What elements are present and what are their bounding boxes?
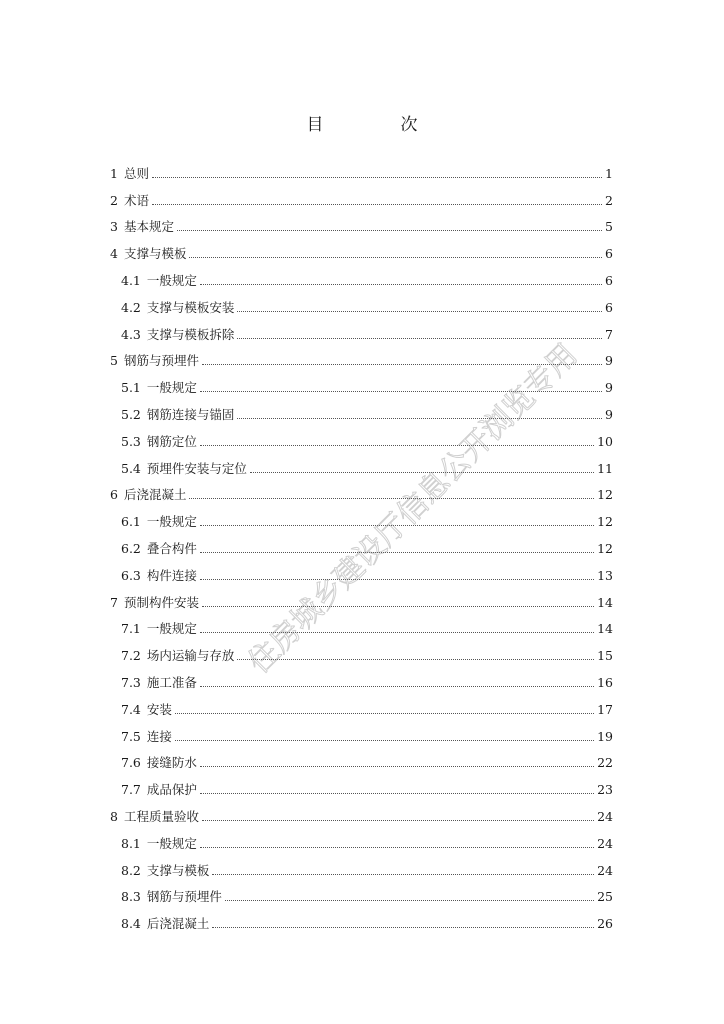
toc-entry-page: 9 — [605, 406, 613, 422]
toc-entry[interactable] — [110, 155, 613, 182]
toc-entry-page: 5 — [605, 219, 613, 235]
toc-entry-title: 基本规定 — [123, 219, 174, 235]
toc-entry-number: 8.4 — [121, 916, 141, 932]
toc-entry-number: 5.3 — [121, 433, 141, 449]
toc-leader-dots — [175, 712, 594, 714]
toc-entry-number: 7.1 — [121, 621, 141, 637]
toc-leader-dots — [200, 846, 594, 848]
toc-leader-dots — [177, 229, 602, 231]
toc-entry[interactable] — [110, 343, 613, 370]
toc-entry-page: 25 — [597, 889, 613, 905]
toc-entry-page: 6 — [605, 246, 613, 262]
toc-leader-dots — [237, 417, 602, 419]
toc-entry[interactable] — [110, 503, 613, 530]
toc-entry-page: 24 — [597, 835, 613, 851]
toc-leader-dots — [200, 631, 594, 633]
toc-entry-title: 预埋件安装与定位 — [146, 460, 247, 476]
toc-entry-number: 8.3 — [121, 889, 141, 905]
toc-entry-number: 4.1 — [121, 272, 141, 288]
toc-entry-number: 8 — [110, 808, 118, 824]
toc-entry-title: 支撑与模板 — [146, 862, 210, 878]
toc-entry[interactable] — [110, 718, 613, 745]
toc-entry-number: 6.1 — [121, 514, 141, 530]
toc-leader-dots — [212, 926, 594, 928]
toc-entry-number: 3 — [110, 219, 118, 235]
toc-entry-title: 钢筋连接与锚固 — [146, 406, 235, 422]
toc-entry[interactable] — [110, 745, 613, 772]
toc-entry[interactable] — [110, 664, 613, 691]
toc-entry-title: 成品保护 — [146, 782, 197, 798]
toc-leader-dots — [237, 310, 602, 312]
toc-entry-title: 一般规定 — [146, 621, 197, 637]
toc-leader-dots — [212, 873, 594, 875]
toc-entry[interactable] — [110, 396, 613, 423]
toc-entry-number: 4.2 — [121, 299, 141, 315]
toc-entry-number: 6.3 — [121, 567, 141, 583]
toc-entry-page: 13 — [597, 567, 613, 583]
toc-entry-page: 9 — [605, 353, 613, 369]
toc-entry-page: 11 — [597, 460, 613, 476]
toc-entry-title: 叠合构件 — [146, 540, 197, 556]
toc-leader-dots — [200, 444, 594, 446]
watermark: 住房城乡建设厅信息公开浏览专用 — [241, 337, 585, 681]
toc-leader-dots — [200, 390, 602, 392]
toc-entry-page: 12 — [597, 540, 613, 556]
toc-entry[interactable] — [110, 637, 613, 664]
toc-entry-page: 7 — [605, 326, 613, 342]
toc-entry[interactable] — [110, 905, 613, 932]
toc-entry-page: 15 — [597, 648, 613, 664]
toc-entry-title: 一般规定 — [146, 835, 197, 851]
toc-entry[interactable] — [110, 289, 613, 316]
toc-entry-title: 后浇混凝土 — [146, 916, 210, 932]
toc-entry-number: 5.4 — [121, 460, 141, 476]
toc-entry-title: 后浇混凝土 — [123, 487, 187, 503]
toc-entry-title: 支撑与模板拆除 — [146, 326, 235, 342]
toc-entry[interactable] — [110, 557, 613, 584]
toc-entry-page: 23 — [597, 782, 613, 798]
toc-entry-title: 工程质量验收 — [123, 808, 199, 824]
toc-entry[interactable] — [110, 691, 613, 718]
toc-entry-page: 14 — [597, 621, 613, 637]
toc-entry-title: 钢筋与预埋件 — [146, 889, 222, 905]
toc-entry-number: 8.2 — [121, 862, 141, 878]
toc-entry-page: 9 — [605, 380, 613, 396]
toc-leader-dots — [152, 203, 602, 205]
toc-entry[interactable] — [110, 262, 613, 289]
toc-entry-page: 26 — [597, 916, 613, 932]
toc-entry-title: 一般规定 — [146, 514, 197, 530]
toc-entry-title: 一般规定 — [146, 272, 197, 288]
toc-entry[interactable] — [110, 584, 613, 611]
toc-entry[interactable] — [110, 235, 613, 262]
toc-entry-page: 16 — [597, 674, 613, 690]
toc-leader-dots — [202, 605, 594, 607]
toc-entry-number: 6.2 — [121, 540, 141, 556]
toc-entry-page: 6 — [605, 272, 613, 288]
toc-entry[interactable] — [110, 879, 613, 906]
toc-leader-dots — [225, 899, 594, 901]
toc-entry[interactable] — [110, 852, 613, 879]
toc-entry-title: 总则 — [123, 165, 149, 181]
toc-entry-number: 2 — [110, 192, 118, 208]
toc-entry-number: 1 — [110, 165, 118, 181]
toc-entry-page: 22 — [597, 755, 613, 771]
toc-leader-dots — [202, 363, 602, 365]
toc-entry-number: 7.4 — [121, 701, 141, 717]
toc-entry[interactable] — [110, 477, 613, 504]
toc-entry-number: 7.7 — [121, 782, 141, 798]
toc-entry-page: 6 — [605, 299, 613, 315]
toc-leader-dots — [200, 283, 602, 285]
toc-entry-page: 24 — [597, 862, 613, 878]
toc-entry-page: 17 — [597, 701, 613, 717]
toc-entry-title: 连接 — [146, 728, 172, 744]
toc-entry-page: 1 — [605, 165, 613, 181]
toc-leader-dots — [200, 551, 594, 553]
toc-leader-dots — [189, 497, 594, 499]
toc-leader-dots — [200, 524, 594, 526]
toc-entry-title: 支撑与模板安装 — [146, 299, 235, 315]
toc-leader-dots — [237, 337, 602, 339]
toc-entry-page: 2 — [605, 192, 613, 208]
toc-entry-title: 支撑与模板 — [123, 246, 187, 262]
toc-entry[interactable] — [110, 316, 613, 343]
toc-entry-number: 7 — [110, 594, 118, 610]
toc-entry[interactable] — [110, 182, 613, 209]
toc-entry-number: 7.2 — [121, 648, 141, 664]
toc-entry-page: 12 — [597, 487, 613, 503]
toc-entry[interactable] — [110, 209, 613, 236]
toc-entry[interactable] — [110, 825, 613, 852]
toc-entry-number: 4 — [110, 246, 118, 262]
toc-entry-number: 5 — [110, 353, 118, 369]
toc-entry-page: 19 — [597, 728, 613, 744]
toc-leader-dots — [200, 792, 594, 794]
toc-entry-page: 14 — [597, 594, 613, 610]
toc-entry-title: 接缝防水 — [146, 755, 197, 771]
toc-entry[interactable] — [110, 450, 613, 477]
toc-entry-page: 10 — [597, 433, 613, 449]
toc-entry-title: 预制构件安装 — [123, 594, 199, 610]
toc-entry-number: 7.3 — [121, 674, 141, 690]
toc-entry-title: 术语 — [123, 192, 149, 208]
toc-entry-title: 钢筋与预埋件 — [123, 353, 199, 369]
toc-entry[interactable] — [110, 530, 613, 557]
toc-entry[interactable] — [110, 423, 613, 450]
toc-entry-number: 8.1 — [121, 835, 141, 851]
toc-entry-page: 12 — [597, 514, 613, 530]
toc-entry[interactable] — [110, 798, 613, 825]
page-title: 目 次 — [306, 115, 448, 135]
toc-leader-dots — [202, 819, 594, 821]
toc-entry-number: 5.2 — [121, 406, 141, 422]
toc-entry-number: 7.5 — [121, 728, 141, 744]
toc-entry-title: 构件连接 — [146, 567, 197, 583]
toc-entry[interactable] — [110, 369, 613, 396]
toc-leader-dots — [200, 685, 594, 687]
toc-entry-title: 场内运输与存放 — [146, 648, 235, 664]
toc-leader-dots — [152, 176, 602, 178]
toc-entry-number: 4.3 — [121, 326, 141, 342]
toc-entry[interactable] — [110, 771, 613, 798]
toc-entry-number: 6 — [110, 487, 118, 503]
toc-leader-dots — [250, 471, 594, 473]
toc-leader-dots — [200, 578, 594, 580]
table-of-contents — [110, 155, 613, 932]
toc-leader-dots — [237, 658, 594, 660]
toc-entry-number: 5.1 — [121, 380, 141, 396]
toc-entry-page: 24 — [597, 808, 613, 824]
toc-entry[interactable] — [110, 611, 613, 638]
toc-entry-number: 7.6 — [121, 755, 141, 771]
toc-leader-dots — [175, 739, 594, 741]
toc-entry-title: 施工准备 — [146, 674, 197, 690]
toc-entry-title: 钢筋定位 — [146, 433, 197, 449]
toc-entry-title: 安装 — [146, 701, 172, 717]
toc-leader-dots — [189, 256, 602, 258]
toc-leader-dots — [200, 765, 594, 767]
toc-entry-title: 一般规定 — [146, 380, 197, 396]
